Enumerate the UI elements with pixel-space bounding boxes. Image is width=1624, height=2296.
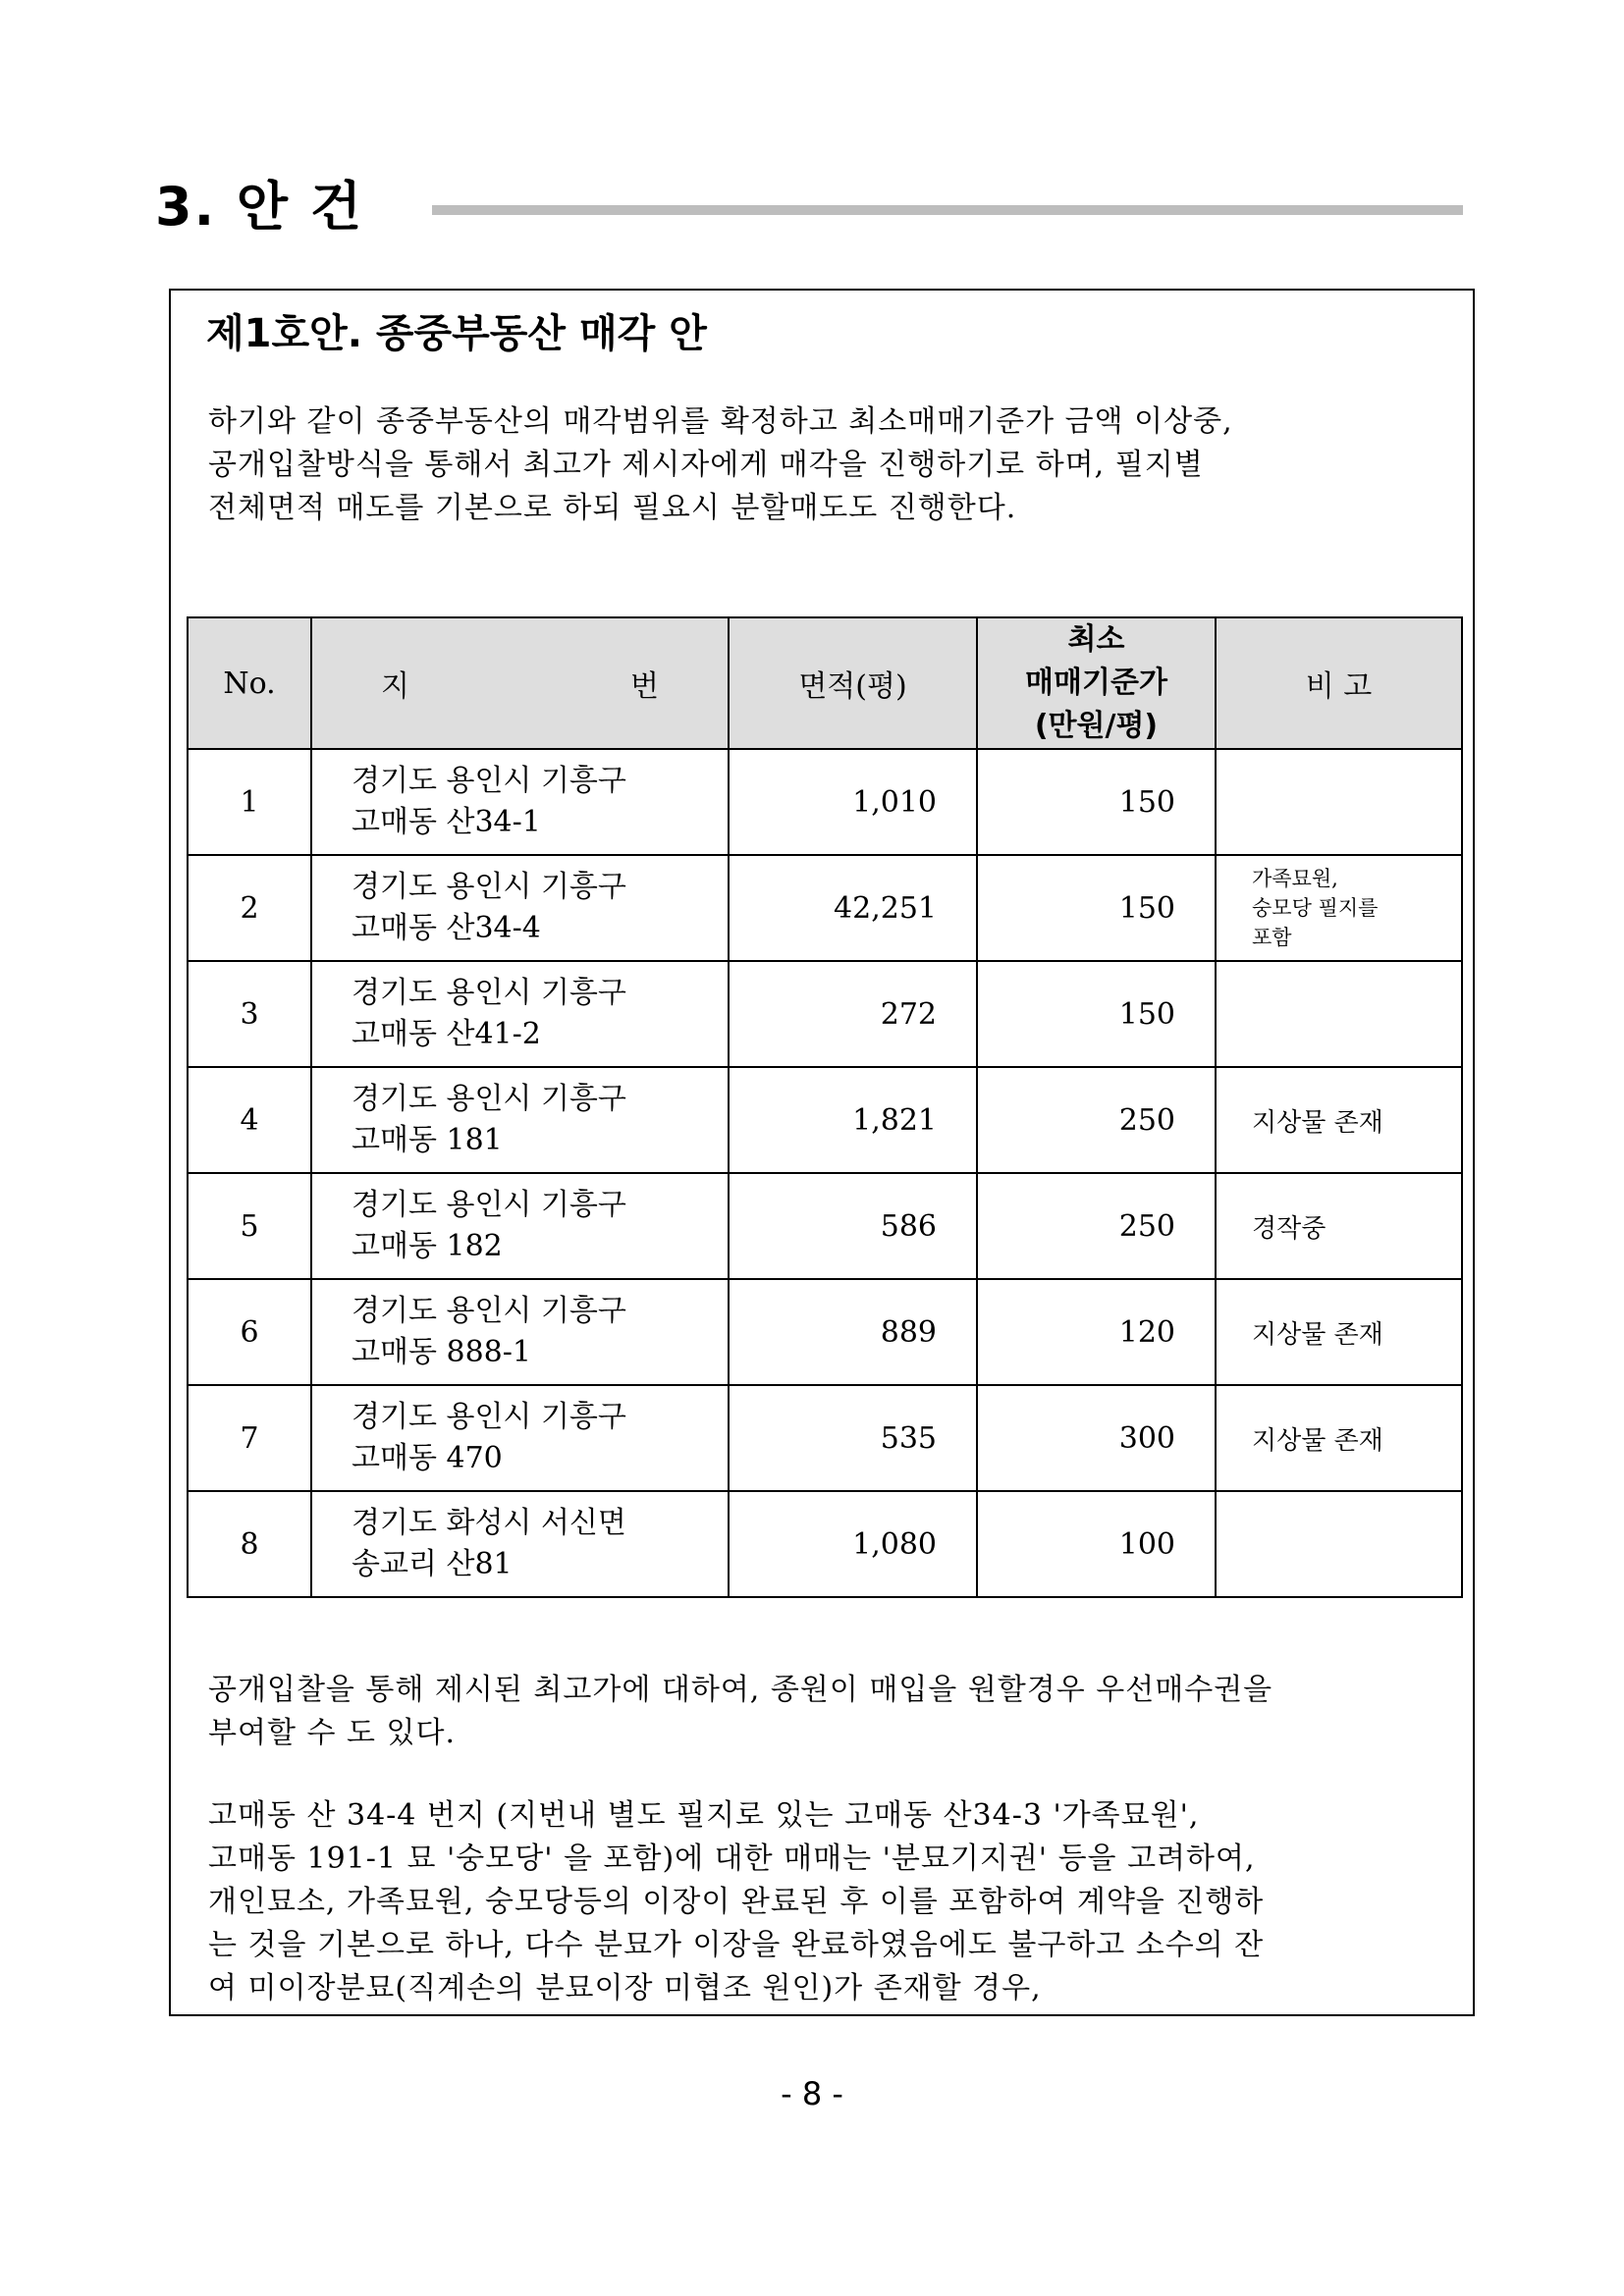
address-line: 경기도 화성시 서신면 xyxy=(352,1506,626,1540)
cell-price: 100 xyxy=(977,1491,1216,1597)
header-address xyxy=(311,617,729,749)
intro-paragraph xyxy=(208,400,1445,530)
note-line: 숭모당 필지를 xyxy=(1252,896,1379,920)
intro-line: 공개입찰방식을 통해서 최고가 제시자에게 매각을 진행하기로 하며, 필지별 xyxy=(208,448,1204,482)
cell-price: 250 xyxy=(977,1173,1216,1279)
paragraph-line: 여 미이장분묘(직계손의 분묘이장 미협조 원인)가 존재할 경우, xyxy=(208,1971,1042,2005)
cell-no: 5 xyxy=(188,1173,311,1279)
paragraph-line: 는 것을 기본으로 하나, 다수 분묘가 이장을 완료하였음에도 불구하고 소수의 잔 xyxy=(208,1928,1265,1962)
cell-area: 535 xyxy=(729,1385,977,1491)
cell-price: 300 xyxy=(977,1385,1216,1491)
cell-area: 42,251 xyxy=(729,855,977,961)
intro-line: 하기와 같이 종중부동산의 매각범위를 확정하고 최소매매기준가 금액 이상중, xyxy=(208,404,1233,439)
cell-price: 150 xyxy=(977,855,1216,961)
header-min-price xyxy=(977,617,1216,749)
address-line: 경기도 용인시 기흥구 xyxy=(352,1400,626,1434)
table-row xyxy=(188,1173,1462,1279)
table-row xyxy=(188,1491,1462,1597)
header-address-left: 지 xyxy=(381,669,409,704)
paragraph-line: 공개입찰을 통해 제시된 최고가에 대하여, 종원이 매입을 원할경우 우선매수권을 xyxy=(208,1673,1273,1707)
table-row xyxy=(188,749,1462,855)
header-area: 면적(평) xyxy=(729,617,977,749)
address-line: 송교리 산81 xyxy=(352,1547,513,1581)
title-rule xyxy=(432,205,1463,215)
address-line: 경기도 용인시 기흥구 xyxy=(352,764,626,798)
address-line: 고매동 산41-2 xyxy=(352,1017,541,1051)
paragraph-line: 개인묘소, 가족묘원, 숭모당등의 이장이 완료된 후 이를 포함하여 계약을 진행하 xyxy=(208,1885,1265,1919)
cell-address xyxy=(311,1173,729,1279)
cell-no: 1 xyxy=(188,749,311,855)
cell-no: 4 xyxy=(188,1067,311,1173)
table-row xyxy=(188,855,1462,961)
page-number: - 8 - xyxy=(781,2075,843,2112)
address-line: 고매동 888-1 xyxy=(352,1335,531,1369)
cell-price: 150 xyxy=(977,749,1216,855)
paragraph-line: 부여할 수 도 있다. xyxy=(208,1716,457,1750)
cell-no: 6 xyxy=(188,1279,311,1385)
cell-note xyxy=(1216,749,1462,855)
table-row xyxy=(188,1067,1462,1173)
cell-note xyxy=(1216,855,1462,961)
cell-price: 250 xyxy=(977,1067,1216,1173)
cell-no: 2 xyxy=(188,855,311,961)
cell-area: 1,821 xyxy=(729,1067,977,1173)
header-no: No. xyxy=(188,617,311,749)
table-row xyxy=(188,1279,1462,1385)
cell-address xyxy=(311,1491,729,1597)
cell-address xyxy=(311,961,729,1067)
address-line: 경기도 용인시 기흥구 xyxy=(352,1294,626,1328)
cell-note: 지상물 존재 xyxy=(1216,1385,1462,1491)
cell-note xyxy=(1216,961,1462,1067)
cell-no: 3 xyxy=(188,961,311,1067)
paragraph-line: 고매동 산 34-4 번지 (지번내 별도 필지로 있는 고매동 산34-3 '가족묘원', xyxy=(208,1798,1200,1833)
table-row xyxy=(188,961,1462,1067)
cell-area: 1,010 xyxy=(729,749,977,855)
table-row xyxy=(188,1385,1462,1491)
cell-price: 150 xyxy=(977,961,1216,1067)
agenda-title: 제1호안. 종중부동산 매각 안 xyxy=(206,311,707,356)
cell-address xyxy=(311,1385,729,1491)
cell-address xyxy=(311,1279,729,1385)
header-note: 비 고 xyxy=(1216,617,1462,749)
header-address-right: 번 xyxy=(630,669,659,704)
address-line: 고매동 산34-1 xyxy=(352,805,541,839)
address-line: 고매동 181 xyxy=(352,1123,503,1157)
cell-note: 지상물 존재 xyxy=(1216,1067,1462,1173)
address-line: 경기도 용인시 기흥구 xyxy=(352,1188,626,1222)
cell-area: 1,080 xyxy=(729,1491,977,1597)
intro-line: 전체면적 매도를 기본으로 하되 필요시 분할매도도 진행한다. xyxy=(208,491,1017,525)
header-price-line: (만원/평) xyxy=(1034,709,1159,743)
note-line: 포함 xyxy=(1252,926,1292,949)
address-line: 경기도 용인시 기흥구 xyxy=(352,870,626,904)
cell-address xyxy=(311,1067,729,1173)
address-line: 경기도 용인시 기흥구 xyxy=(352,976,626,1010)
cell-note xyxy=(1216,1491,1462,1597)
cell-note: 경작중 xyxy=(1216,1173,1462,1279)
parcel-table xyxy=(187,616,1463,1598)
cell-address xyxy=(311,749,729,855)
table-header-row xyxy=(188,617,1462,749)
note-line: 가족묘원, xyxy=(1252,867,1338,890)
section-title: 3. 안 건 xyxy=(155,176,364,238)
header-price-line: 최소 xyxy=(1067,622,1125,657)
cell-area: 272 xyxy=(729,961,977,1067)
cell-area: 889 xyxy=(729,1279,977,1385)
cell-area: 586 xyxy=(729,1173,977,1279)
grave-paragraph xyxy=(208,1794,1445,2010)
address-line: 고매동 산34-4 xyxy=(352,911,541,945)
address-line: 고매동 182 xyxy=(352,1229,503,1263)
cell-no: 8 xyxy=(188,1491,311,1597)
header-price-line: 매매기준가 xyxy=(1025,666,1167,700)
cell-no: 7 xyxy=(188,1385,311,1491)
address-line: 고매동 470 xyxy=(352,1441,503,1475)
paragraph-line: 고매동 191-1 묘 '숭모당' 을 포함)에 대한 매매는 '분묘기지권' 등을 고려하여, xyxy=(208,1842,1256,1876)
cell-price: 120 xyxy=(977,1279,1216,1385)
cell-address xyxy=(311,855,729,961)
cell-note: 지상물 존재 xyxy=(1216,1279,1462,1385)
preemption-paragraph xyxy=(208,1669,1445,1755)
address-line: 경기도 용인시 기흥구 xyxy=(352,1082,626,1116)
